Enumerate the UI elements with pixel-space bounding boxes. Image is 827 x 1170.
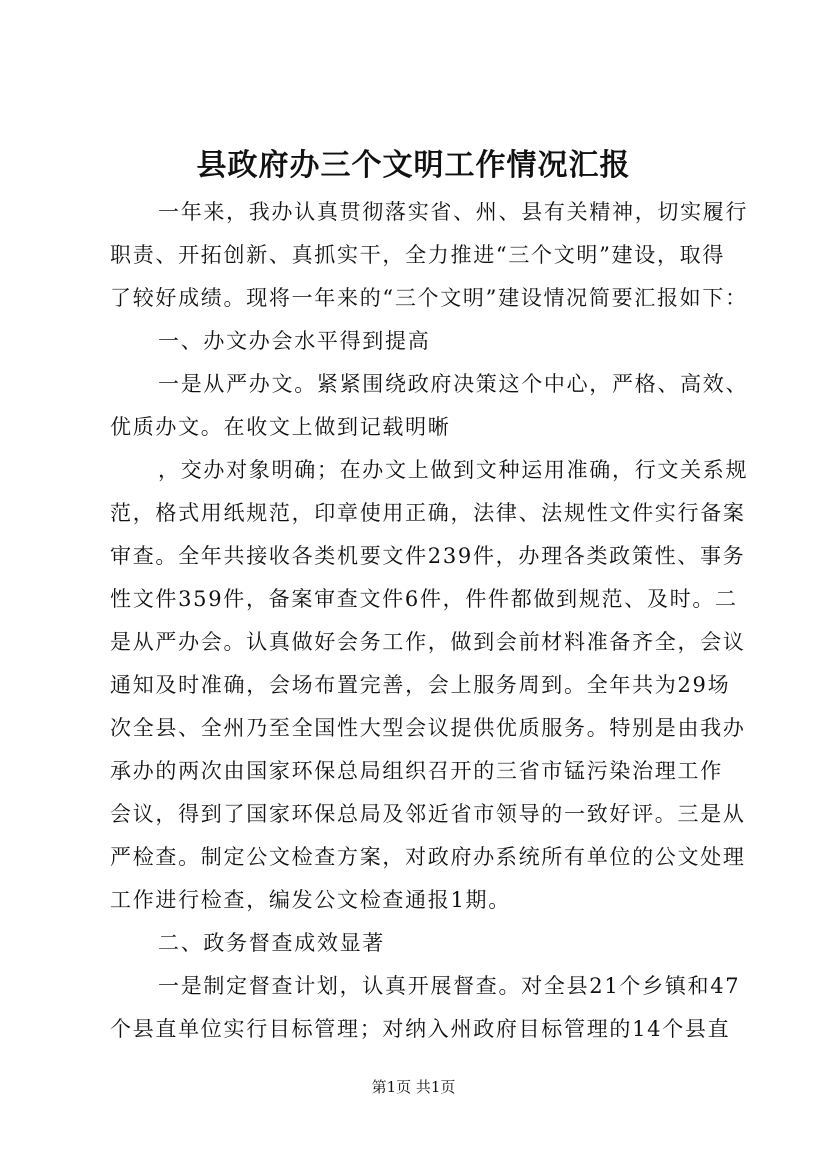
- body-line: 职责、开拓创新、真抓实干，全力推进“三个文明”建设，取得: [110, 243, 726, 267]
- body-line: 性文件359件，备案审查文件6件，件件都做到规范、及时。二: [110, 587, 738, 611]
- body-line: 范，格式用纸规范，印章使用正确，法律、法规性文件实行备案: [110, 501, 746, 525]
- section-heading: 二、政务督查成效显著: [158, 931, 385, 955]
- body-line: 审查。全年共接收各类机要文件239件，办理各类政策性、事务: [110, 544, 746, 568]
- body-line: 了较好成绩。现将一年来的“三个文明”建设情况简要汇报如下：: [110, 286, 748, 310]
- body-line: 通知及时准确，会场布置完善，会上服务周到。全年共为29场: [110, 673, 731, 697]
- body-line: 一年来，我办认真贯彻落实省、州、县有关精神，切实履行: [158, 200, 749, 224]
- section-heading: 一、办文办会水平得到提高: [158, 329, 431, 353]
- body-line: 是从严办会。认真做好会务工作，做到会前材料准备齐全，会议: [110, 630, 746, 654]
- body-line: 工作进行检查，编发公文检查通报1期。: [110, 888, 511, 912]
- body-line: 优质办文。在收文上做到记载明晰: [110, 415, 451, 439]
- body-line: 严检查。制定公文检查方案，对政府办系统所有单位的公文处理: [110, 845, 746, 869]
- body-line: 承办的两次由国家环保总局组织召开的三省市锰污染治理工作: [110, 759, 723, 783]
- document-title: 县政府办三个文明工作情况汇报: [196, 148, 631, 183]
- body-line: 个县直单位实行目标管理；对纳入州政府目标管理的14个县直: [110, 1017, 731, 1041]
- body-line: 一是制定督查计划，认真开展督查。对全县21个乡镇和47: [158, 974, 741, 998]
- page-footer: 第1页 共1页: [371, 1078, 456, 1096]
- body-line: 次全县、全州乃至全国性大型会议提供优质服务。特别是由我办: [110, 716, 746, 740]
- body-line: 一是从严办文。紧紧围绕政府决策这个中心，严格、高效、: [158, 372, 749, 396]
- body-line: ，交办对象明确；在办文上做到文种运用准确，行文关系规: [158, 458, 749, 482]
- body-line: 会议，得到了国家环保总局及邻近省市领导的一致好评。三是从: [110, 802, 746, 826]
